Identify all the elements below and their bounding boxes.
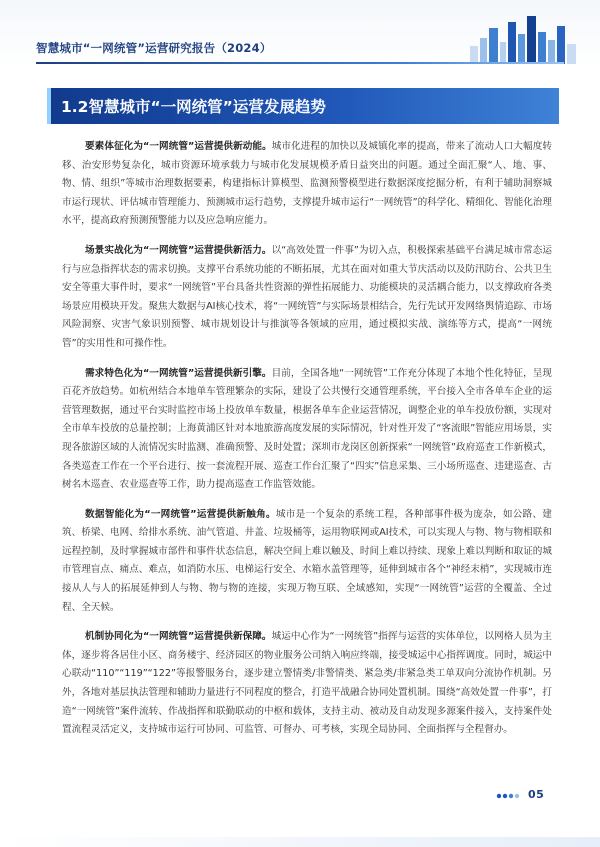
paragraph-5 [62,628,552,740]
report-title: 智慧城市“一网统管”运营研究报告（2024） [36,41,272,55]
paragraph-body: 城市化进程的加快以及城镇化率的提高，带来了流动人口大幅度转移、治安形势复杂化，城市资源环境承载力与城市化发展规模矛盾日益突出的问题。通过全面汇聚“人、地、事、物、情、组织”等城市治理数据要素，构建指标计算模型、监测预警模型进行数据深度挖掘分析，有利于辅助洞察城市运行现状、评估城市管理能力、预测城市运行趋势，支撑提升城市运行“一网统管”的科学化、精细化、智能化治理水平，提高政府预测预警能力以及应急响应能力。 [62,141,552,227]
paragraph-3 [62,365,552,495]
city-skyline-icon [470,14,580,64]
paragraph-body: 城市是一个复杂的系统工程，各种部事件极为庞杂，如公路、建筑、桥梁、电网、给排水系统、油气管道、井盖、垃圾桶等，运用物联网或AI技术，可以实现人与物、物与物相联和远程控制，及时掌握城市部件和事件状态信息，解决空间上难以触及、时间上难以持续、现象上难以判断和取证的城市管理盲点、痛点、难点，如消防水压、电梯运行安全、水箱水盖管理等，延伸到城市各个“神经末梢”，实现城市连接从人与人的拓展延伸到人与物、物与物的连接，实现万物互联、全域感知，实现“一网统管”运营的全覆盖、全过程、全天候。 [62,508,552,613]
paragraph-2 [62,242,552,354]
paragraph-lead: 机制协同化为“一网统管”运营提供新保障。 [85,631,272,643]
header-divider [36,62,564,64]
footer-band [0,837,600,847]
paragraph-lead: 数据智能化为“一网统管”运营提供新触角。 [85,508,276,520]
section-heading-accent [47,88,51,124]
paragraph-lead: 需求特色化为“一网统管”运营提供新引擎。 [85,367,272,379]
paragraph-body: 以“高效处置一件事”为切入点，积极探索基础平台满足城市常态运行与应急指挥状态的需求切换。支撑平台系统功能的不断拓展，尤其在面对如重大节庆活动以及防汛防台、公共卫生安全等重大事件时，要求“一网统管”平台具备共性资源的弹性拓展能力、功能模块的灵活耦合能力，以支撑政府各类场景应用模块开发。聚焦大数据与AI核心技术，将“一网统管”与实际场景相结合，先行先试开发网络舆情追踪、市场风险洞察、灾害气象识别预警、城市规划设计与推演等各领域的应用，通过模拟实战、演练等方式，提高“一网统管”的实用性和可操作性。 [62,244,552,349]
paragraph-1 [62,138,552,231]
section-title: 1.2智慧城市“一网统管”运营发展趋势 [61,98,326,116]
page-number: 05 [528,788,545,801]
paragraph-4 [62,506,552,618]
section-heading-bar [47,88,559,124]
paragraph-lead: 场景实战化为“一网统管”运营提供新活力。 [85,244,272,256]
paragraph-body: 城运中心作为“一网统管”指挥与运营的实体单位，以网格人员为主体，逐步将各居住小区、商务楼宇、经济园区的物业服务公司纳入响应终端，接受城运中心指挥调度。同时，城运中心联动“110”“119”“122”等报警服务台，逐步建立警情类/非警情类、紧急类/非紧急类工单双向分流协作机制。另外，各地对基层执法管理和辅助力量进行不同程度的整合，打造平战融合协同处置机制。围绕“高效处置一件事”，打造“一网统管”案件流转、作战指挥和联勤联动的中枢和载体，支持主动、被动及自动发现多源案件接入，支持案件处置流程灵活定义，支持城市运行可协同、可监管、可督办、可考核，实现全局协同、全面指挥与全程督办。 [62,631,552,736]
paragraph-lead: 要素体征化为“一网统管”运营提供新动能。 [85,141,272,152]
footer-dots-icon [496,793,520,799]
paragraph-body: 目前，全国各地“一网统管”工作充分体现了本地个性化特征，呈现百花齐放趋势。如杭州结合本地单车管理繁杂的实际，建设了公共慢行交通管理系统，平台接入全市各单车企业的运营管理数据，通过平台实时监控市场上投放单车数量，根据各单车企业运营情况，调整企业的单车投放份额，实现对全市单车投放的总量控制；上海黄浦区针对本地旅游高度发展的实际情况，针对性开发了“客流眼”智能应用场景，实现各旅游区域的人流情况实时监测、准确预警、及时处置；深圳市龙岗区创新探索“一网统管”政府巡查工作新模式，各类巡查工作在一个平台进行、按一套流程开展、巡查工作台汇聚了“四实”信息采集、三小场所巡查、违建巡查、古树名木巡查、农业巡查等工作，助力提高巡查工作监管效能。 [62,367,552,491]
body-content [62,138,552,751]
